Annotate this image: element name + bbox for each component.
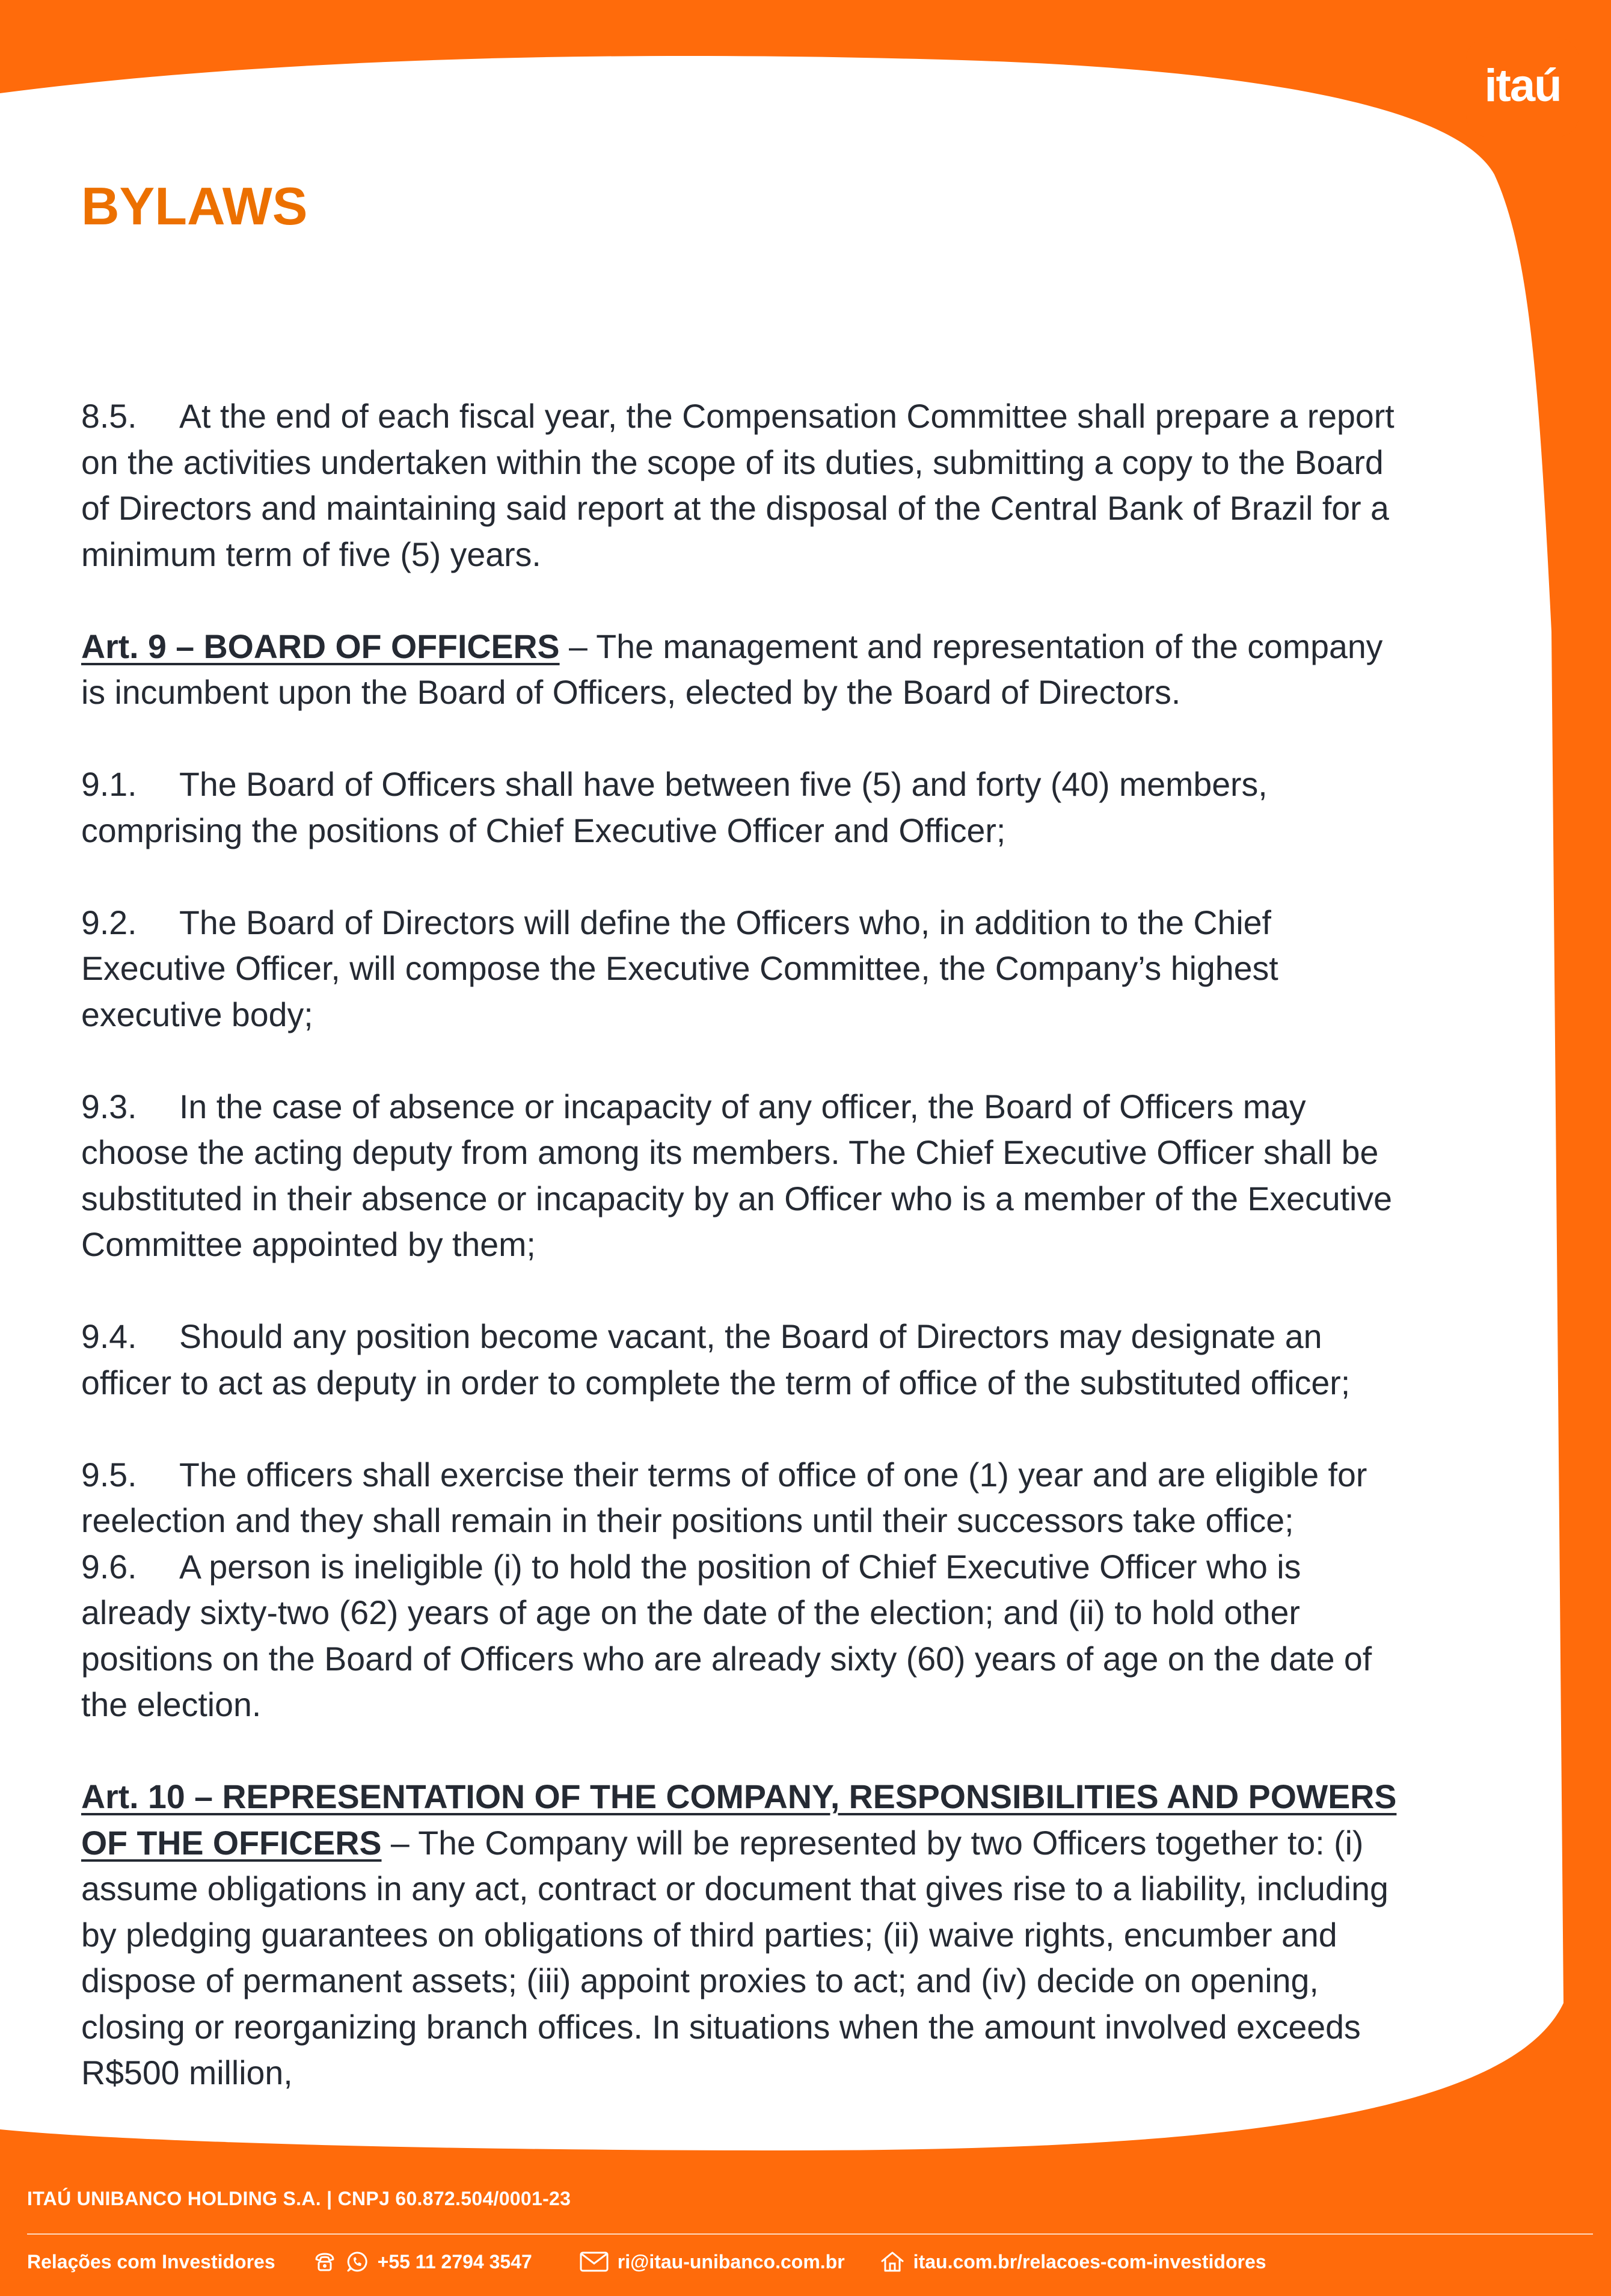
page-title: BYLAWS	[81, 176, 308, 236]
paragraph-8-5	[81, 393, 1410, 577]
clause-text: Should any position become vacant, the Board of Directors may designate an officer to act as deputy in order to complete the term of office of the substituted officer;	[81, 1318, 1351, 1402]
paragraph-9-3	[81, 1084, 1410, 1268]
footer-website[interactable]	[880, 2250, 1266, 2274]
clause-number: 9.1.	[81, 766, 137, 803]
footer-email[interactable]	[579, 2251, 845, 2273]
clause-number: 9.5.	[81, 1456, 137, 1494]
paragraph-9-1	[81, 762, 1410, 854]
home-icon	[880, 2250, 905, 2274]
document-body	[81, 393, 1410, 2096]
clause-number: 9.3.	[81, 1088, 137, 1125]
article-9	[81, 624, 1410, 716]
footer-phone[interactable]	[313, 2250, 532, 2274]
paragraph-9-5	[81, 1452, 1410, 1544]
investor-relations-label: Relações com Investidores	[27, 2250, 275, 2273]
clause-text: In the case of absence or incapacity of any officer, the Board of Officers may choose the acting deputy from among its members. The Chief Executive Officer shall be substituted in their absence or incapacity by an Officer who is a member of the Executive Committee appointed by them;	[81, 1088, 1393, 1263]
clause-number: 9.2.	[81, 903, 137, 941]
phone-number: +55 11 2794 3547	[377, 2250, 532, 2273]
paragraph-9-6	[81, 1544, 1410, 1728]
article-text: – The management and representation of the company is incumbent upon the Board of Officers, elected by the Board of Directors.	[81, 627, 1383, 711]
clause-number: 8.5.	[81, 398, 137, 435]
clause-text: The officers shall exercise their terms of office of one (1) year and are eligible for reelection and they shall remain in their positions until their successors take office;	[81, 1456, 1367, 1539]
itau-logo	[1466, 37, 1579, 137]
phone-icon	[313, 2250, 337, 2274]
website-url: itau.com.br/relacoes-com-investidores	[913, 2250, 1266, 2273]
paragraph-9-2	[81, 900, 1410, 1038]
clause-text: The Board of Directors will define the Officers who, in addition to the Chief Executive Officer, will compose the Executive Committee, the Company’s highest executive body;	[81, 903, 1278, 1033]
footer-contact-bar	[27, 2247, 1266, 2277]
logo-text: itaú	[1484, 60, 1561, 111]
footer-divider	[27, 2233, 1593, 2235]
article-10	[81, 1774, 1410, 2096]
article-text: – The Company will be represented by two Officers together to: (i) assume obligations in any act, contract or document that gives rise to a liability, including by pledging guarantees on obligations of third parties; (ii) waive rights, encumber and dispose of permanent assets; (iii) appoint proxies to act; and (iv) decide on opening, closing or reorganizing branch offices. In situations when the amount involved exceeds R$500 million,	[81, 1824, 1389, 2091]
article-heading: Art. 10 – REPRESENTATION OF THE COMPANY, RESPONSIBILITIES AND POWERS OF THE OFFICERS	[81, 1778, 1397, 1862]
clause-number: 9.6.	[81, 1548, 137, 1586]
article-heading: Art. 9 – BOARD OF OFFICERS	[81, 627, 560, 665]
clause-text: The Board of Officers shall have between five (5) and forty (40) members, comprising the positions of Chief Executive Officer and Officer;	[81, 766, 1268, 849]
whatsapp-icon	[345, 2250, 369, 2274]
email-address: ri@itau-unibanco.com.br	[617, 2250, 845, 2273]
clause-number: 9.4.	[81, 1318, 137, 1355]
paragraph-9-4	[81, 1314, 1410, 1406]
clause-text: A person is ineligible (i) to hold the position of Chief Executive Officer who is already sixty-two (62) years of age on the date of the election; and (ii) to hold other positions on the Board of Officers who are already sixty (60) years of age on the date of the election.	[81, 1548, 1372, 1723]
footer-company-info: ITAÚ UNIBANCO HOLDING S.A. | CNPJ 60.872.504/0001-23	[27, 2188, 571, 2209]
mail-icon	[579, 2251, 609, 2273]
clause-text: At the end of each fiscal year, the Compensation Committee shall prepare a report on the activities undertaken within the scope of its duties, submitting a copy to the Board of Directors and maintaining said report at the disposal of the Central Bank of Brazil for a minimum term of five (5) years.	[81, 398, 1395, 573]
